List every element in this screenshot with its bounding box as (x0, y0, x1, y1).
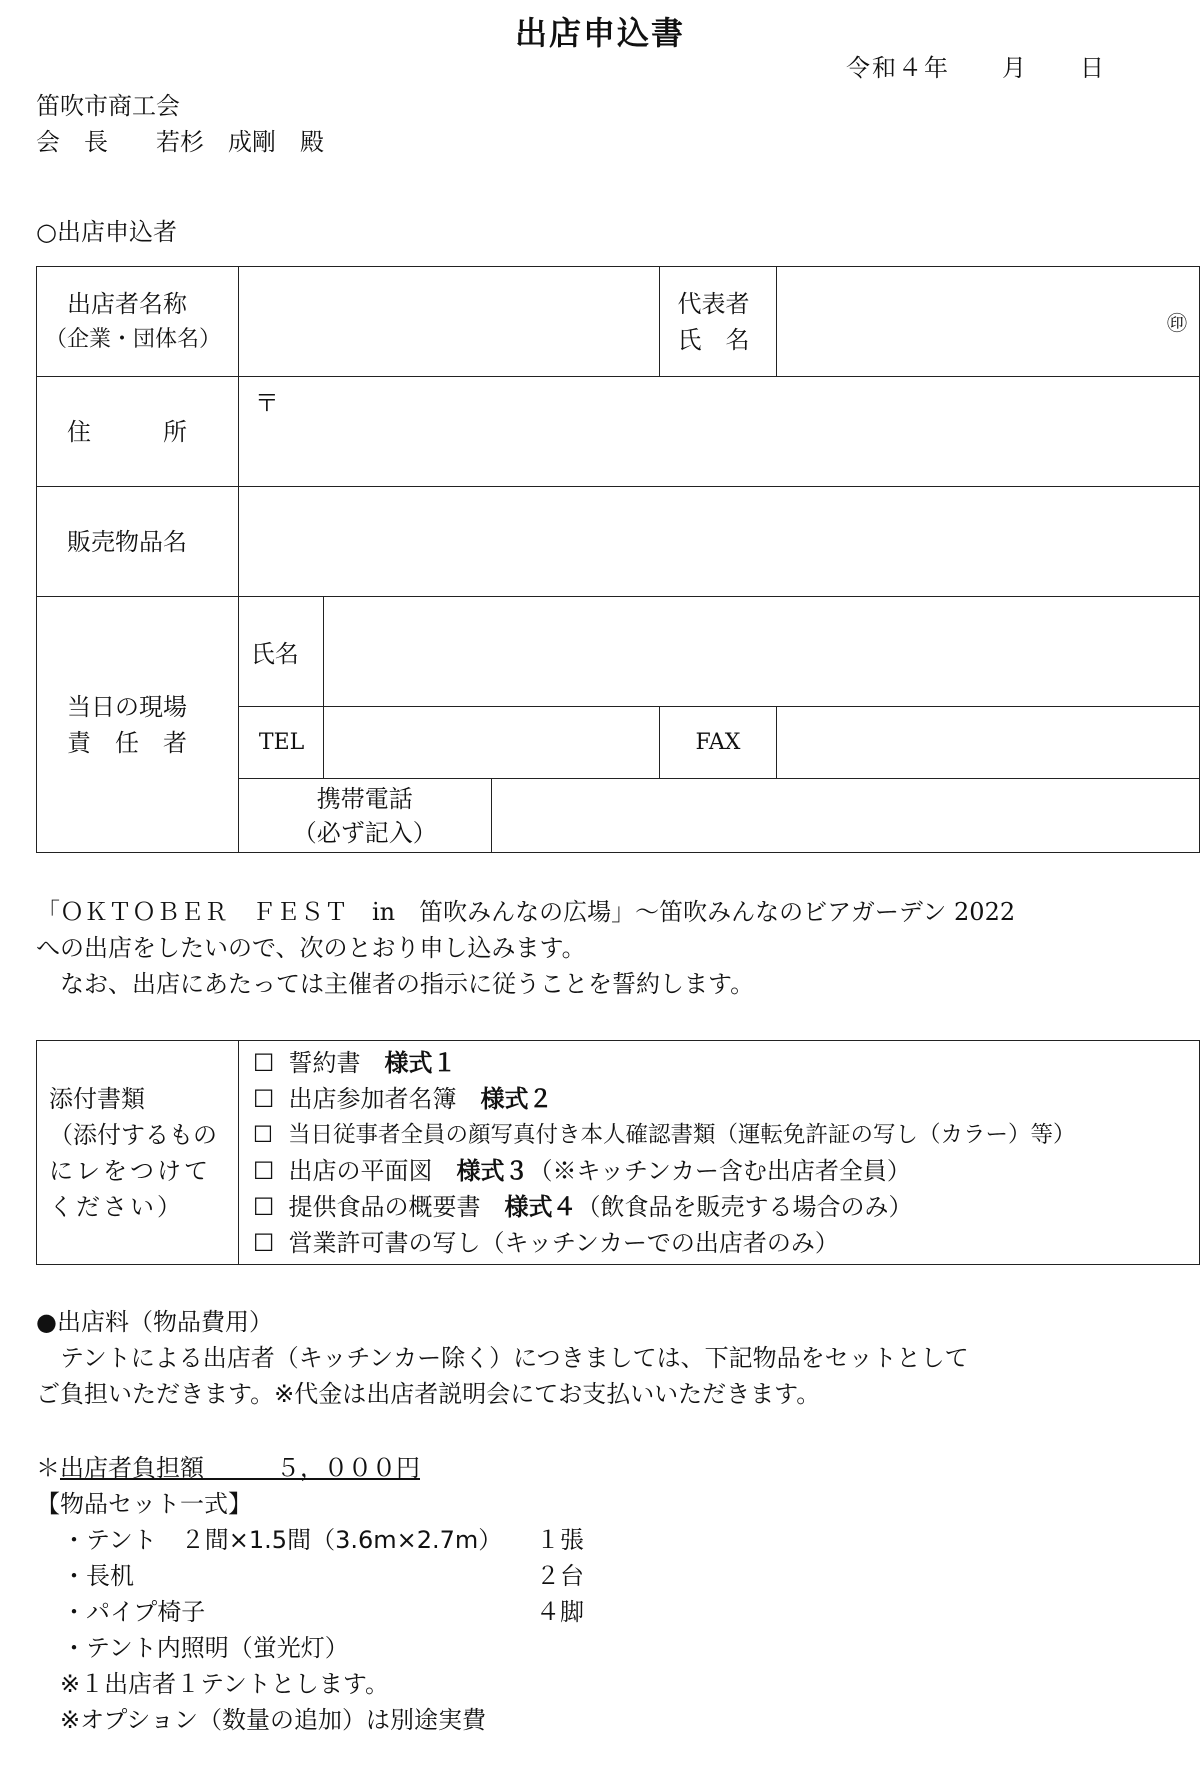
tel-field[interactable] (323, 707, 659, 779)
attachment-item: ☐ 営業許可書の写し（キッチンカーでの出店者のみ） (253, 1225, 1199, 1261)
application-date: 令和４年 月 日 (846, 54, 1106, 82)
checkbox[interactable]: ☐ (252, 1156, 275, 1185)
set-item-name: ・テント内照明（蛍光灯） (62, 1634, 349, 1662)
attachment-item: ☐ 当日従事者全員の顔写真付き本人確認書類（運転免許証の写し（カラー）等） (253, 1117, 1199, 1153)
representative-name-field[interactable] (777, 267, 1200, 377)
applicant-name-field[interactable] (238, 267, 659, 377)
recipient-name: 会 長 若杉 成剛 殿 (36, 128, 324, 156)
attachment-item: ☐ 誓約書 様式１ (253, 1045, 1199, 1081)
recipient-org: 笛吹市商工会 (36, 92, 180, 120)
page-title: 出店申込書 (514, 14, 685, 52)
mobile-field[interactable] (491, 779, 1199, 853)
address-field[interactable] (238, 377, 1199, 487)
set-item-name: ・テント ２間×1.5間（3.6m×2.7m） (62, 1526, 503, 1554)
statement-line-1: 「ＯＫＴＯＢＥＲ ＦＥＳＴ in 笛吹みんなの広場」～笛吹みんなのビアガーデン 2022 (36, 898, 1016, 926)
attachment-item: ☐ 出店の平面図 様式３（※キッチンカー含む出店者全員） (253, 1153, 1199, 1189)
sales-items-field[interactable] (238, 487, 1199, 597)
applicant-heading: ○出店申込者 (36, 218, 177, 246)
fee-note-2: ※オプション（数量の追加）は別途実費 (60, 1706, 486, 1734)
fee-amount: ＊出店者負担額 ５，０００円 (36, 1454, 420, 1482)
checkbox[interactable]: ☐ (252, 1228, 275, 1257)
attachments-list (238, 1041, 1199, 1265)
set-item-qty: ２台 (536, 1562, 584, 1590)
fax-field[interactable] (777, 707, 1200, 779)
checkbox[interactable]: ☐ (252, 1121, 274, 1148)
fax-label: FAX (659, 707, 777, 779)
application-form-table (36, 266, 1200, 853)
fee-note-1: ※１出店者１テントとします。 (60, 1670, 389, 1698)
fee-heading: ●出店料（物品費用） (36, 1308, 273, 1336)
attachment-item: ☐ 提供食品の概要書 様式４（飲食品を販売する場合のみ） (253, 1189, 1199, 1225)
fee-description-1: テントによる出店者（キッチンカー除く）につきましては、下記物品をセットとして (36, 1344, 969, 1372)
set-item-qty: ４脚 (536, 1598, 584, 1626)
set-item-name: ・長机 (62, 1562, 134, 1590)
postal-mark: 〒 (254, 389, 279, 417)
tel-label: TEL (238, 707, 323, 779)
representative-label: 代表者 氏 名 (659, 267, 777, 377)
fee-description-2: ご負担いただきます。※代金は出店者説明会にてお支払いいただきます。 (36, 1380, 821, 1408)
onsite-manager-label: 当日の現場 責 任 者 (37, 597, 239, 853)
mobile-label: 携帯電話 （必ず記入） (238, 779, 491, 853)
item-set-heading: 【物品セット一式】 (36, 1490, 252, 1518)
attachments-table (36, 1040, 1200, 1265)
attachments-label: 添付書類 （添付するもの にレをつけて ください） (37, 1041, 239, 1265)
manager-name-field[interactable] (323, 597, 1199, 707)
set-item-qty: １張 (536, 1526, 584, 1554)
attachment-item: ☐ 出店参加者名簿 様式２ (253, 1081, 1199, 1117)
sales-items-label: 販売物品名 (37, 487, 239, 597)
applicant-name-label: 出店者名称 （企業・団体名） (37, 267, 239, 377)
manager-name-label: 氏名 (238, 597, 323, 707)
seal-icon: ㊞ (1167, 311, 1187, 335)
statement-line-2: への出店をしたいので、次のとおり申し込みます。 (36, 934, 586, 962)
set-item-name: ・パイプ椅子 (62, 1598, 206, 1626)
checkbox[interactable]: ☐ (252, 1084, 275, 1113)
statement-line-3: なお、出店にあたっては主催者の指示に従うことを誓約します。 (36, 970, 755, 998)
checkbox[interactable]: ☐ (252, 1048, 275, 1077)
checkbox[interactable]: ☐ (252, 1192, 275, 1221)
address-label: 住 所 (37, 377, 239, 487)
